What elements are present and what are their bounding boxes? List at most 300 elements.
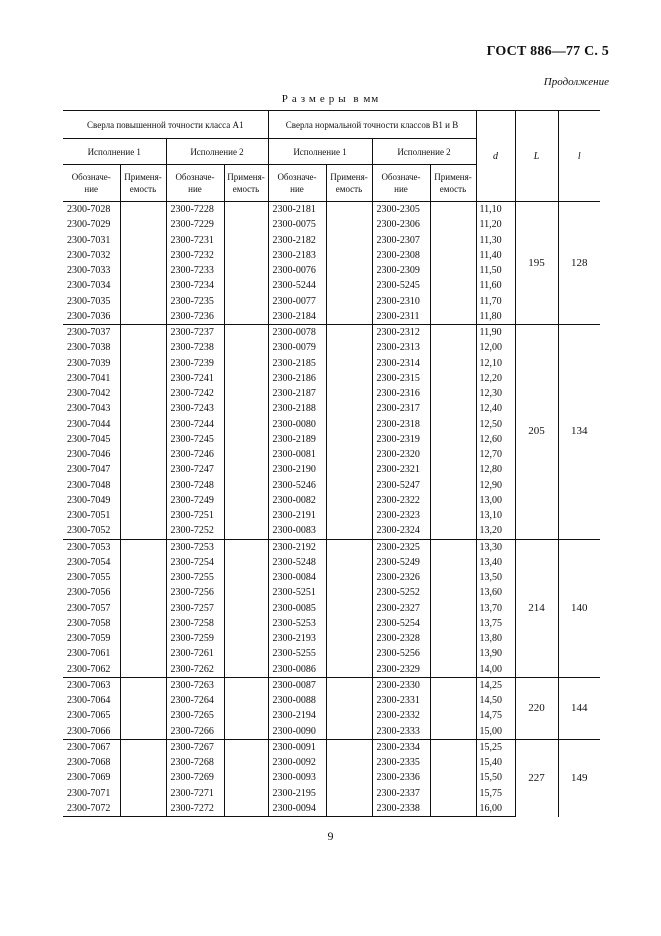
b-isp2-code: 2300-2307 — [372, 233, 430, 248]
a1-isp2-code: 2300-7267 — [166, 739, 224, 755]
a1-isp1-usage — [120, 801, 166, 817]
a1-isp2-usage — [224, 555, 268, 570]
b-isp1-code: 2300-2185 — [268, 356, 326, 371]
a1-isp2-usage — [224, 616, 268, 631]
a1-isp1-code: 2300-7037 — [63, 325, 120, 341]
b-isp2-code: 2300-2313 — [372, 340, 430, 355]
a1-isp1-usage — [120, 646, 166, 661]
b-isp2-usage — [430, 739, 476, 755]
a1-isp1-code: 2300-7064 — [63, 693, 120, 708]
a1-isp2-code: 2300-7228 — [166, 202, 224, 218]
b-isp1-usage — [326, 371, 372, 386]
a1-isp1-code: 2300-7035 — [63, 294, 120, 309]
b-isp2-code: 2300-2308 — [372, 248, 430, 263]
L-value: 214 — [515, 539, 558, 677]
b-isp1-code: 2300-5244 — [268, 278, 326, 293]
b-isp2-usage — [430, 508, 476, 523]
d-value: 13,10 — [476, 508, 515, 523]
sizes-word: Размеры — [281, 93, 350, 105]
d-value: 11,90 — [476, 325, 515, 341]
b-isp2-code: 2300-2312 — [372, 325, 430, 341]
l-value: 128 — [558, 202, 600, 325]
a1-isp2-usage — [224, 263, 268, 278]
a1-isp1-usage — [120, 616, 166, 631]
a1-isp2-code: 2300-7256 — [166, 585, 224, 600]
d-value: 11,40 — [476, 248, 515, 263]
a1-isp1-code: 2300-7048 — [63, 478, 120, 493]
a1-isp1-usage — [120, 202, 166, 218]
a1-isp1-usage — [120, 478, 166, 493]
b-isp2-usage — [430, 677, 476, 693]
b-isp2-code: 2300-2335 — [372, 755, 430, 770]
a1-isp2-usage — [224, 739, 268, 755]
a1-isp1-usage — [120, 724, 166, 740]
a1-isp2-code: 2300-7239 — [166, 356, 224, 371]
b-isp2-usage — [430, 325, 476, 341]
b-isp1-usage — [326, 340, 372, 355]
d-value: 12,50 — [476, 417, 515, 432]
b-isp1-usage — [326, 263, 372, 278]
d-value: 12,60 — [476, 432, 515, 447]
a1-isp1-code: 2300-7029 — [63, 217, 120, 232]
b-isp1-code: 2300-2184 — [268, 309, 326, 325]
b-isp1-code: 2300-0077 — [268, 294, 326, 309]
l-value: 140 — [558, 539, 600, 677]
a1-isp1-usage — [120, 739, 166, 755]
b-isp2-usage — [430, 248, 476, 263]
a1-isp1-code: 2300-7054 — [63, 555, 120, 570]
b-isp2-usage — [430, 386, 476, 401]
d-value: 13,90 — [476, 646, 515, 661]
a1-isp2-code: 2300-7232 — [166, 248, 224, 263]
table-row — [63, 202, 600, 218]
b-isp2-code: 2300-5245 — [372, 278, 430, 293]
a1-isp2-usage — [224, 401, 268, 416]
sizes-caption — [0, 93, 661, 105]
a1-isp2-code: 2300-7266 — [166, 724, 224, 740]
a1-isp1-code: 2300-7049 — [63, 493, 120, 508]
a1-ispolnenie-2: Исполнение 2 — [166, 139, 268, 165]
table-row — [63, 325, 600, 341]
a1-isp2-usage — [224, 233, 268, 248]
a1-isp2-code: 2300-7247 — [166, 462, 224, 477]
d-value: 13,70 — [476, 601, 515, 616]
a1-isp2-usage — [224, 462, 268, 477]
a1-isp1-usage — [120, 677, 166, 693]
b-isp2-usage — [430, 585, 476, 600]
b-isp1-usage — [326, 447, 372, 462]
a1-isp1-code: 2300-7031 — [63, 233, 120, 248]
b-isp2-code: 2300-2322 — [372, 493, 430, 508]
a1-isp2-code: 2300-7272 — [166, 801, 224, 817]
b-isp1-code: 2300-0087 — [268, 677, 326, 693]
a1-isp1-code: 2300-7032 — [63, 248, 120, 263]
d-header: d — [476, 111, 515, 202]
d-value: 13,20 — [476, 523, 515, 539]
d-value: 13,40 — [476, 555, 515, 570]
b-isp2-usage — [430, 646, 476, 661]
d-value: 15,40 — [476, 755, 515, 770]
d-value: 11,70 — [476, 294, 515, 309]
b-isp2-code: 2300-5252 — [372, 585, 430, 600]
a1-isp2-code: 2300-7241 — [166, 371, 224, 386]
b-isp2-code: 2300-2324 — [372, 523, 430, 539]
a1-isp1-usage — [120, 309, 166, 325]
d-value: 12,80 — [476, 462, 515, 477]
a1-isp2-usage — [224, 601, 268, 616]
b-isp2-usage — [430, 770, 476, 785]
b-isp1-usage — [326, 801, 372, 817]
b-isp1-usage — [326, 278, 372, 293]
b-isp2-code: 2300-2337 — [372, 786, 430, 801]
a1-isp1-usage — [120, 493, 166, 508]
a1-isp2-usage — [224, 523, 268, 539]
b-isp1-code: 2300-0086 — [268, 662, 326, 678]
l-value: 144 — [558, 677, 600, 739]
b-isp1-code: 2300-0092 — [268, 755, 326, 770]
a1-isp1-usage — [120, 371, 166, 386]
a1-isp2-usage — [224, 294, 268, 309]
b-isp2-usage — [430, 616, 476, 631]
a1-isp2-usage — [224, 755, 268, 770]
a1-isp1-code: 2300-7067 — [63, 739, 120, 755]
d-value: 13,00 — [476, 493, 515, 508]
page-number: 9 — [327, 829, 334, 843]
a1-isp1-code: 2300-7044 — [63, 417, 120, 432]
a1-isp1-usage — [120, 325, 166, 341]
b-isp1-code: 2300-5255 — [268, 646, 326, 661]
b-isp1-code: 2300-0083 — [268, 523, 326, 539]
d-value: 11,60 — [476, 278, 515, 293]
b-isp1-code: 2300-2192 — [268, 539, 326, 555]
b-isp1-usage — [326, 770, 372, 785]
d-value: 11,10 — [476, 202, 515, 218]
L-value: 195 — [515, 202, 558, 325]
a1-isp2-usage — [224, 248, 268, 263]
b-isp1-code: 2300-5253 — [268, 616, 326, 631]
a1-isp2-usage — [224, 708, 268, 723]
b-isp1-code: 2300-2187 — [268, 386, 326, 401]
b-isp1-code: 2300-5251 — [268, 585, 326, 600]
a1-isp2-code: 2300-7258 — [166, 616, 224, 631]
col-oboznachenie: Обозначе- ние — [268, 165, 326, 202]
b-isp2-code: 2300-5254 — [372, 616, 430, 631]
table-row — [63, 539, 600, 555]
b-isp1-usage — [326, 755, 372, 770]
a1-isp2-usage — [224, 478, 268, 493]
b-isp1-code: 2300-5246 — [268, 478, 326, 493]
b-isp1-usage — [326, 309, 372, 325]
a1-isp2-code: 2300-7268 — [166, 755, 224, 770]
d-value: 12,40 — [476, 401, 515, 416]
a1-isp2-usage — [224, 585, 268, 600]
d-value: 15,50 — [476, 770, 515, 785]
b-isp2-code: 2300-2329 — [372, 662, 430, 678]
b-isp2-usage — [430, 523, 476, 539]
b-isp2-code: 2300-2333 — [372, 724, 430, 740]
a1-isp2-code: 2300-7262 — [166, 662, 224, 678]
d-value: 13,50 — [476, 570, 515, 585]
b-isp1-usage — [326, 724, 372, 740]
L-value: 220 — [515, 677, 558, 739]
b-isp1-code: 2300-0084 — [268, 570, 326, 585]
a1-isp2-code: 2300-7234 — [166, 278, 224, 293]
a1-isp1-usage — [120, 708, 166, 723]
b-isp1-code: 2300-0076 — [268, 263, 326, 278]
b-isp1-code: 2300-0094 — [268, 801, 326, 817]
b-isp1-usage — [326, 786, 372, 801]
a1-isp2-code: 2300-7244 — [166, 417, 224, 432]
b-isp2-usage — [430, 662, 476, 678]
a1-isp1-code: 2300-7065 — [63, 708, 120, 723]
b-isp1-usage — [326, 493, 372, 508]
a1-isp2-usage — [224, 724, 268, 740]
a1-isp1-usage — [120, 340, 166, 355]
d-value: 12,90 — [476, 478, 515, 493]
b-isp2-usage — [430, 555, 476, 570]
b-isp2-usage — [430, 478, 476, 493]
a1-isp1-usage — [120, 770, 166, 785]
d-value: 11,30 — [476, 233, 515, 248]
a1-isp1-code: 2300-7057 — [63, 601, 120, 616]
b-isp2-code: 2300-2321 — [372, 462, 430, 477]
b-isp2-code: 2300-5249 — [372, 555, 430, 570]
a1-isp1-code: 2300-7062 — [63, 662, 120, 678]
b-isp2-usage — [430, 340, 476, 355]
b-isp1-usage — [326, 478, 372, 493]
a1-isp2-usage — [224, 786, 268, 801]
b-isp1-usage — [326, 739, 372, 755]
b-isp2-code: 2300-2338 — [372, 801, 430, 817]
b-isp2-usage — [430, 309, 476, 325]
a1-isp1-usage — [120, 386, 166, 401]
sizes-unit: в мм — [353, 93, 380, 105]
a1-isp1-usage — [120, 570, 166, 585]
a1-isp2-code: 2300-7254 — [166, 555, 224, 570]
a1-isp2-code: 2300-7229 — [166, 217, 224, 232]
a1-isp2-usage — [224, 631, 268, 646]
d-value: 13,60 — [476, 585, 515, 600]
a1-isp1-usage — [120, 401, 166, 416]
b-isp2-usage — [430, 356, 476, 371]
b-isp1-code: 2300-2194 — [268, 708, 326, 723]
b-isp1-usage — [326, 523, 372, 539]
b-isp2-code: 2300-2318 — [372, 417, 430, 432]
L-value: 227 — [515, 739, 558, 816]
d-value: 15,75 — [476, 786, 515, 801]
d-value: 11,80 — [476, 309, 515, 325]
a1-isp2-usage — [224, 539, 268, 555]
table-body — [63, 202, 600, 817]
b-ispolnenie-2: Исполнение 2 — [372, 139, 476, 165]
a1-isp1-usage — [120, 523, 166, 539]
a1-isp2-usage — [224, 371, 268, 386]
continuation-label: Продолжение — [543, 76, 609, 88]
b-isp2-usage — [430, 755, 476, 770]
col-oboznachenie: Обозначе- ние — [63, 165, 120, 202]
d-value: 14,00 — [476, 662, 515, 678]
a1-isp1-code: 2300-7053 — [63, 539, 120, 555]
b-isp1-usage — [326, 386, 372, 401]
b-isp2-code: 2300-2306 — [372, 217, 430, 232]
a1-isp1-usage — [120, 263, 166, 278]
b-isp2-usage — [430, 801, 476, 817]
b-isp2-usage — [430, 570, 476, 585]
L-header: L — [515, 111, 558, 202]
b-isp2-code: 2300-2323 — [372, 508, 430, 523]
d-value: 14,75 — [476, 708, 515, 723]
col-primenyaemost: Применя- емость — [120, 165, 166, 202]
col-oboznachenie: Обозначе- ние — [372, 165, 430, 202]
b-isp1-code: 2300-2183 — [268, 248, 326, 263]
b-isp2-code: 2300-2334 — [372, 739, 430, 755]
a1-isp1-code: 2300-7038 — [63, 340, 120, 355]
b-isp1-code: 2300-2190 — [268, 462, 326, 477]
b-isp2-usage — [430, 202, 476, 218]
b-isp2-code: 2300-2310 — [372, 294, 430, 309]
b-isp1-usage — [326, 248, 372, 263]
a1-isp2-usage — [224, 417, 268, 432]
a1-isp1-code: 2300-7047 — [63, 462, 120, 477]
a1-isp2-usage — [224, 278, 268, 293]
a1-isp2-code: 2300-7253 — [166, 539, 224, 555]
a1-isp2-code: 2300-7249 — [166, 493, 224, 508]
a1-isp1-usage — [120, 217, 166, 232]
b-isp2-code: 2300-2311 — [372, 309, 430, 325]
b-isp2-code: 2300-2317 — [372, 401, 430, 416]
b-isp1-usage — [326, 555, 372, 570]
a1-isp2-code: 2300-7265 — [166, 708, 224, 723]
b-isp1-usage — [326, 662, 372, 678]
b-isp1-code: 2300-0080 — [268, 417, 326, 432]
a1-isp1-code: 2300-7041 — [63, 371, 120, 386]
b-isp1-code: 2300-0090 — [268, 724, 326, 740]
a1-isp1-code: 2300-7063 — [63, 677, 120, 693]
b-isp2-code: 2300-2327 — [372, 601, 430, 616]
b-isp1-usage — [326, 708, 372, 723]
b-isp1-code: 2300-2181 — [268, 202, 326, 218]
b-isp2-code: 2300-2325 — [372, 539, 430, 555]
group-a1-header: Сверла повышенной точности класса А1 — [63, 111, 268, 139]
a1-isp1-code: 2300-7068 — [63, 755, 120, 770]
b-isp1-code: 2300-2189 — [268, 432, 326, 447]
a1-isp1-usage — [120, 447, 166, 462]
a1-isp1-usage — [120, 278, 166, 293]
b-isp1-usage — [326, 202, 372, 218]
b-isp2-code: 2300-2326 — [372, 570, 430, 585]
a1-isp2-code: 2300-7248 — [166, 478, 224, 493]
b-isp1-usage — [326, 508, 372, 523]
b-isp1-code: 2300-2188 — [268, 401, 326, 416]
l-value: 149 — [558, 739, 600, 816]
b-isp1-code: 2300-0079 — [268, 340, 326, 355]
d-value: 12,70 — [476, 447, 515, 462]
a1-isp2-code: 2300-7261 — [166, 646, 224, 661]
a1-isp1-code: 2300-7069 — [63, 770, 120, 785]
b-isp1-usage — [326, 417, 372, 432]
a1-isp2-usage — [224, 801, 268, 817]
a1-isp1-code: 2300-7072 — [63, 801, 120, 817]
b-isp1-code: 2300-2195 — [268, 786, 326, 801]
b-isp2-usage — [430, 401, 476, 416]
b-isp2-usage — [430, 432, 476, 447]
b-isp1-code: 2300-5248 — [268, 555, 326, 570]
a1-isp1-code: 2300-7059 — [63, 631, 120, 646]
a1-isp1-code: 2300-7042 — [63, 386, 120, 401]
a1-ispolnenie-1: Исполнение 1 — [63, 139, 166, 165]
l-value: 134 — [558, 325, 600, 540]
a1-isp1-usage — [120, 417, 166, 432]
col-primenyaemost: Применя- емость — [326, 165, 372, 202]
b-isp1-usage — [326, 233, 372, 248]
b-isp1-code: 2300-0088 — [268, 693, 326, 708]
a1-isp2-code: 2300-7237 — [166, 325, 224, 341]
b-isp2-usage — [430, 263, 476, 278]
d-value: 15,25 — [476, 739, 515, 755]
d-value: 11,50 — [476, 263, 515, 278]
a1-isp2-usage — [224, 340, 268, 355]
b-isp1-usage — [326, 217, 372, 232]
b-isp2-usage — [430, 493, 476, 508]
b-isp2-usage — [430, 708, 476, 723]
b-isp1-usage — [326, 693, 372, 708]
a1-isp1-usage — [120, 631, 166, 646]
b-isp2-usage — [430, 786, 476, 801]
b-isp1-code: 2300-0093 — [268, 770, 326, 785]
b-isp2-code: 2300-2305 — [372, 202, 430, 218]
a1-isp1-usage — [120, 432, 166, 447]
a1-isp2-usage — [224, 570, 268, 585]
d-value: 12,30 — [476, 386, 515, 401]
a1-isp1-usage — [120, 601, 166, 616]
a1-isp2-usage — [224, 508, 268, 523]
a1-isp1-usage — [120, 462, 166, 477]
a1-isp2-usage — [224, 447, 268, 462]
a1-isp2-usage — [224, 646, 268, 661]
a1-isp1-usage — [120, 539, 166, 555]
b-isp1-usage — [326, 585, 372, 600]
a1-isp1-code: 2300-7033 — [63, 263, 120, 278]
d-value: 16,00 — [476, 801, 515, 817]
a1-isp1-code: 2300-7046 — [63, 447, 120, 462]
b-isp1-code: 2300-2182 — [268, 233, 326, 248]
a1-isp2-code: 2300-7251 — [166, 508, 224, 523]
b-isp2-code: 2300-2315 — [372, 371, 430, 386]
b-isp1-usage — [326, 677, 372, 693]
a1-isp2-code: 2300-7264 — [166, 693, 224, 708]
b-isp2-usage — [430, 631, 476, 646]
a1-isp2-usage — [224, 325, 268, 341]
col-primenyaemost: Применя- емость — [430, 165, 476, 202]
b-isp2-usage — [430, 294, 476, 309]
b-isp1-code: 2300-0081 — [268, 447, 326, 462]
a1-isp1-code: 2300-7034 — [63, 278, 120, 293]
d-value: 15,00 — [476, 724, 515, 740]
a1-isp2-code: 2300-7257 — [166, 601, 224, 616]
b-isp1-usage — [326, 356, 372, 371]
d-value: 11,20 — [476, 217, 515, 232]
a1-isp1-code: 2300-7045 — [63, 432, 120, 447]
a1-isp2-code: 2300-7242 — [166, 386, 224, 401]
a1-isp1-code: 2300-7028 — [63, 202, 120, 218]
b-isp1-code: 2300-2193 — [268, 631, 326, 646]
a1-isp1-usage — [120, 585, 166, 600]
a1-isp1-code: 2300-7055 — [63, 570, 120, 585]
table-row — [63, 677, 600, 693]
b-isp1-code: 2300-2186 — [268, 371, 326, 386]
b-isp1-usage — [326, 294, 372, 309]
col-primenyaemost: Применя- емость — [224, 165, 268, 202]
